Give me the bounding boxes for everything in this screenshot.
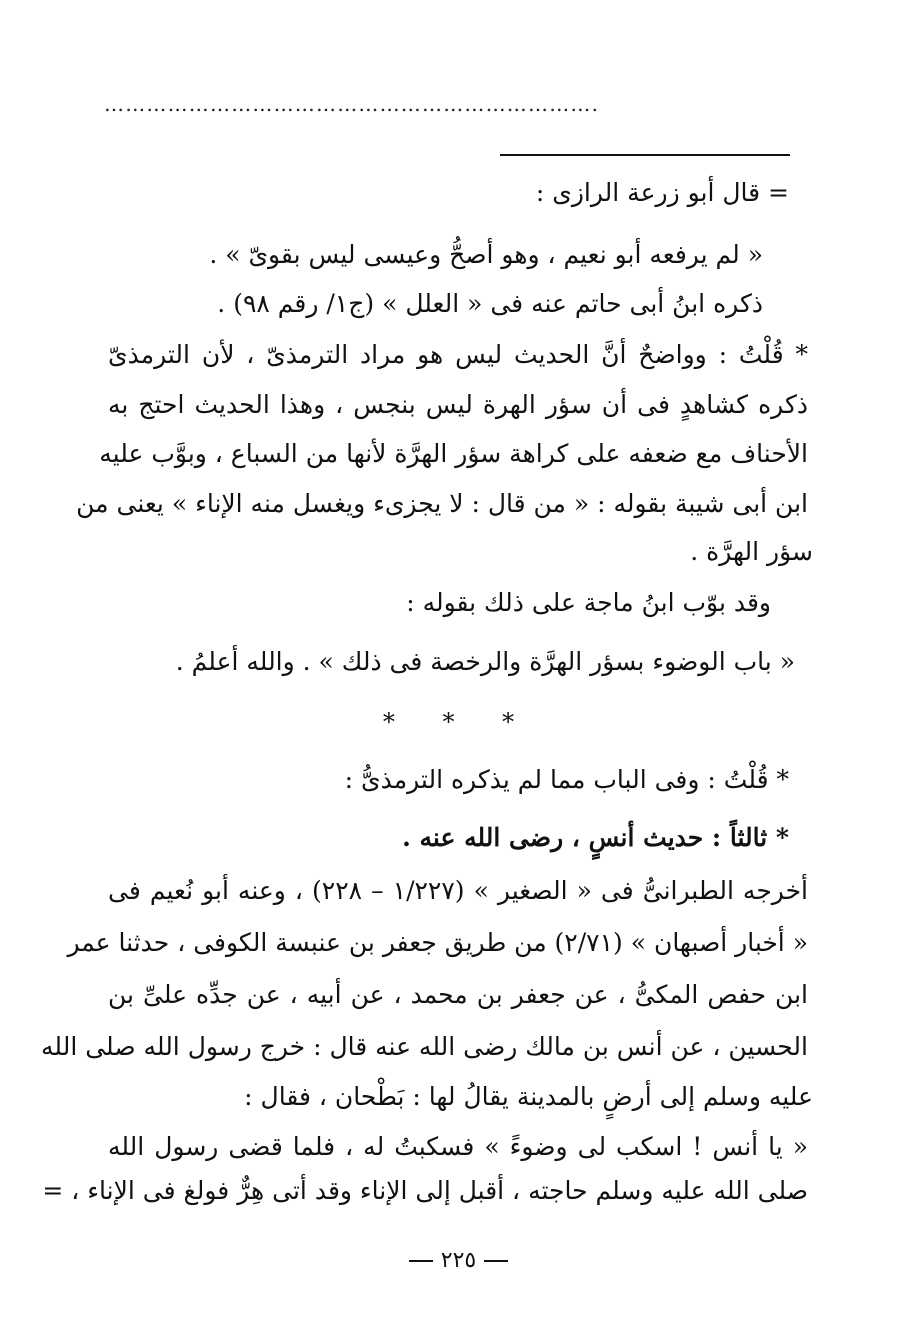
section-separator-stars: * * * — [382, 708, 535, 736]
page-number-dash — [484, 1260, 508, 1262]
text-line: الأحناف مع ضعفه على كراهة سؤر الهرَّة لأنها من السباع ، وبوَّب عليه — [99, 439, 808, 468]
text-line: « أخبار أصبهان » (٢/٧١) من طريق جعفر بن عنبسة الكوفى ، حدثنا عمر — [67, 928, 808, 957]
text-line: * قُلْتُ : وواضحٌ أنَّ الحديث ليس هو مراد الترمذىّ ، لأن الترمذىّ — [108, 340, 808, 369]
text-line: سؤر الهرَّة . — [690, 537, 813, 566]
text-line: * قُلْتُ : وفى الباب مما لم يذكره الترمذىُّ : — [344, 765, 789, 794]
text-line: ذكره ابنُ أبى حاتم عنه فى « العلل » (ج١/ رقم ٩٨) . — [217, 289, 763, 318]
text-line: أخرجه الطبرانىُّ فى « الصغير » (١/٢٢٧ – ٢٢٨) ، وعنه أبو نُعيم فى — [108, 876, 808, 905]
text-line: ابن أبى شيبة بقوله : « من قال : لا يجزىء ويغسل منه الإناء » يعنى من — [76, 489, 808, 518]
page-number-value: ٢٢٥ — [440, 1248, 477, 1273]
text-line: عليه وسلم إلى أرضٍ بالمدينة يقالُ لها : بَطْحان ، فقال : — [244, 1082, 813, 1111]
text-line: = قال أبو زرعة الرازى : — [535, 178, 789, 207]
text-line: ابن حفص المكىُّ ، عن جعفر بن محمد ، عن أبيه ، عن جدِّه علىِّ بن — [108, 980, 808, 1009]
text-line: « لم يرفعه أبو نعيم ، وهو أصحُّ وعيسى ليس بقوىّ » . — [209, 240, 763, 269]
text-line: صلى الله عليه وسلم حاجته ، أقبل إلى الإناء وقد أتى هِرٌّ فولغ فى الإناء ، = — [42, 1176, 808, 1205]
page-number-dash — [409, 1260, 433, 1262]
text-line: « يا أنس ! اسكب لى وضوءً » فسكبتُ له ، فلما قضى رسول الله — [108, 1132, 808, 1161]
footnote-rule — [500, 154, 790, 156]
section-heading: * ثالثاً : حديث أنسٍ ، رضى الله عنه . — [402, 823, 789, 852]
text-line: ذكره كشاهدٍ فى أن سؤر الهرة ليس بنجس ، وهذا الحديث احتج به — [108, 390, 808, 419]
text-line: الحسين ، عن أنس بن مالك رضى الله عنه قال : خرج رسول الله صلى الله — [41, 1032, 808, 1061]
page-number — [0, 1248, 917, 1273]
text-line: وقد بوّب ابنُ ماجة على ذلك بقوله : — [406, 588, 771, 617]
dotted-separator: ……………………………………………………………. — [104, 92, 600, 116]
text-line: « باب الوضوء بسؤر الهرَّة والرخصة فى ذلك » . والله أعلمُ . — [175, 647, 795, 676]
